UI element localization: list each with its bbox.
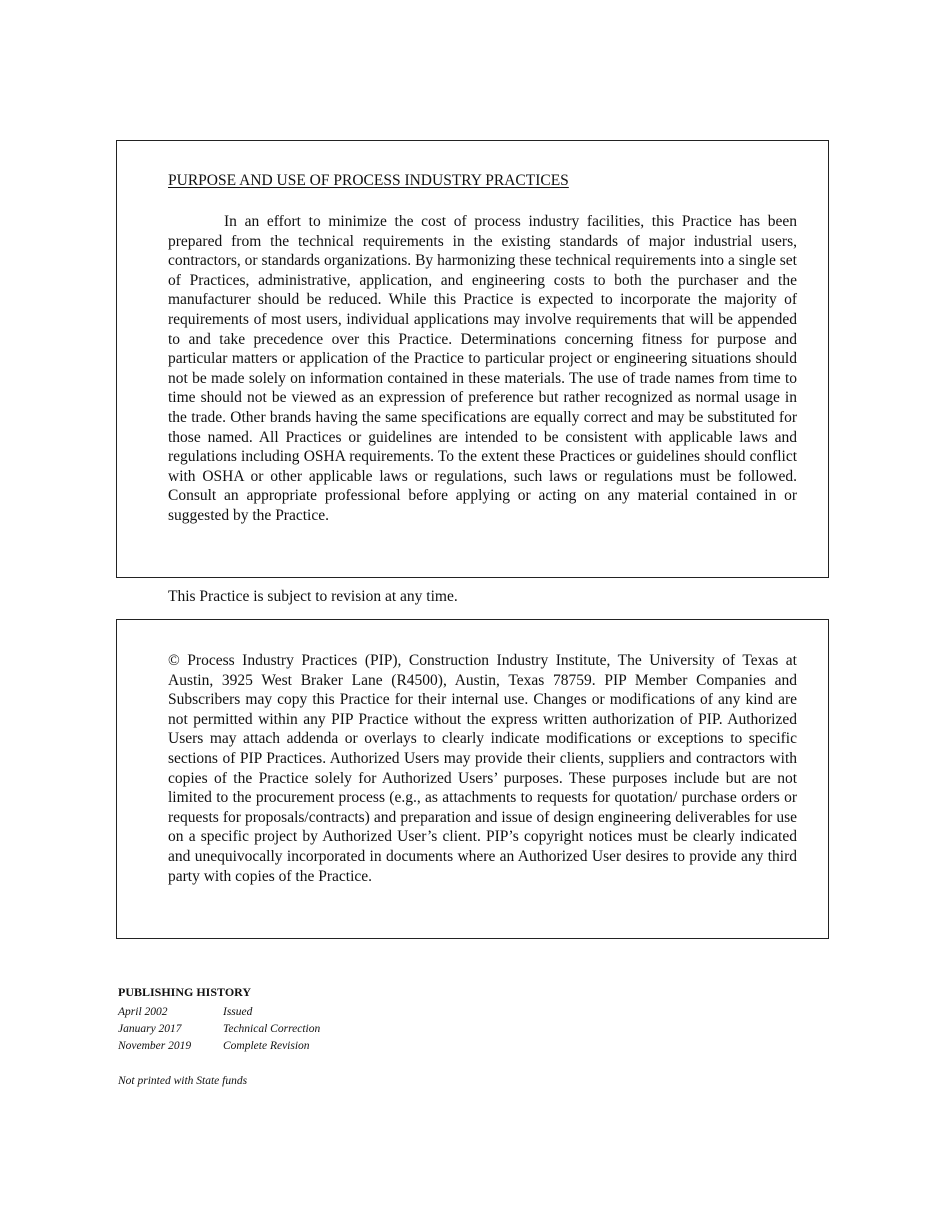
revision-note: This Practice is subject to revision at any time. — [168, 588, 458, 605]
purpose-heading: PURPOSE AND USE OF PROCESS INDUSTRY PRACTICES — [168, 172, 569, 189]
history-row — [118, 1021, 320, 1038]
history-date: November 2019 — [118, 1040, 192, 1052]
history-event: Issued — [223, 1006, 253, 1018]
history-row — [118, 1038, 320, 1055]
funds-note: Not printed with State funds — [118, 1075, 248, 1087]
history-row — [118, 1004, 320, 1021]
purpose-paragraph: In an effort to minimize the cost of process industry facilities, this Practice has been prepared from the technical requirements in the existing standards of major industrial users, contractors, or standards organizations. By harmonizing these technical requirements into a single set of Practices, administrative, application, and engineering costs to both the purchaser and the manufacturer should be reduced. While this Practice is expected to incorporate the majority of requirements of most users, individual applications may involve requirements that will be appended to and take precedence over this Practice. Determinations concerning fitness for purpose and particular matters or application of the Practice to particular project or engineering situations should not be made solely on information contained in these materials. The use of trade names from time to time should not be viewed as an expression of preference but rather recognized as normal usage in the trade. Other brands having the same specifications are equally correct and may be substituted for those named. All Practices or guidelines are intended to be consistent with applicable laws and regulations including OSHA requirements. To the extent these Practices or guidelines should conflict with OSHA or other applicable laws or regulations, such laws or regulations must be followed. Consult an appropriate professional before applying or acting on any material contained in or suggested by the Practice. — [168, 213, 797, 524]
publishing-history-title: PUBLISHING HISTORY — [118, 985, 252, 999]
history-date: January 2017 — [118, 1023, 182, 1035]
publishing-history-table — [118, 1004, 320, 1055]
history-event: Technical Correction — [223, 1023, 321, 1035]
history-event: Complete Revision — [223, 1040, 310, 1052]
copyright-paragraph: © Process Industry Practices (PIP), Construction Industry Institute, The University of Texas at Austin, 3925 West Braker Lane (R4500), Austin, Texas 78759. PIP Member Companies and Subscribers may copy this Practice for their internal use. Changes or modifications of any kind are not permitted within any PIP Practice without the express written authorization of PIP. Authorized Users may attach addenda or overlays to clearly indicate modifications or exceptions to specific sections of PIP Practices. Authorized Users may provide their clients, suppliers and contractors with copies of the Practice solely for Authorized Users’ purposes. These purposes include but are not limited to the procurement process (e.g., as attachments to requests for quotation/ purchase orders or requests for proposals/contracts) and preparation and issue of design engineering deliverables for use on a specific project by Authorized User’s client. PIP’s copyright notices must be clearly indicated and unequivocally incorporated in documents where an Authorized User desires to provide any third party with copies of the Practice. — [168, 652, 797, 885]
history-date: April 2002 — [118, 1006, 168, 1018]
